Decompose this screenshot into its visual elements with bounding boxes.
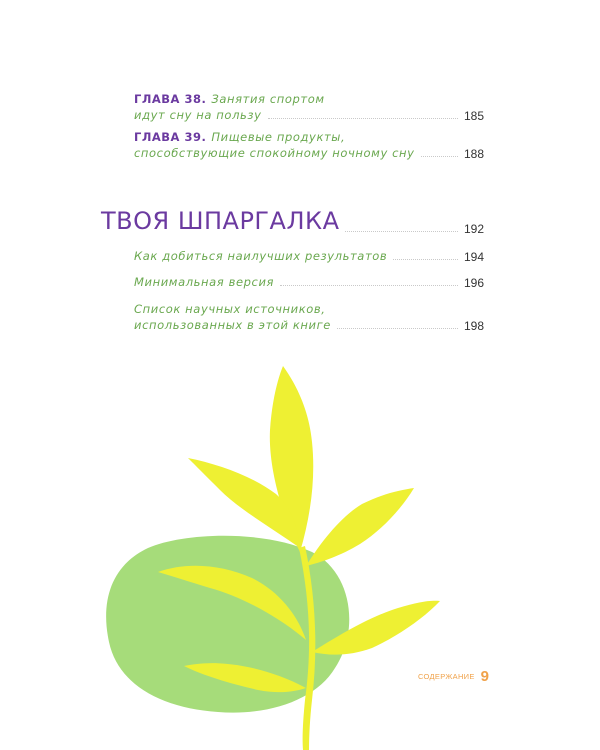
dot-leader [421,156,458,157]
chapter-label: ГЛАВА 38. [134,92,207,106]
toc-item-best-results[interactable] [134,248,484,264]
page-number: 188 [463,147,484,161]
toc-item-references[interactable] [134,301,484,333]
chapter-title: Занятия спортом [211,92,325,106]
leaf-upper-right [306,488,414,566]
item-title: Минимальная версия [134,275,275,289]
toc-line [134,301,484,317]
toc-line [134,145,484,161]
toc-line [134,126,484,145]
chapter-title-continued: идут сну на пользу [134,108,262,122]
toc-entry-chapter-39[interactable] [134,126,484,161]
dot-leader [280,285,458,286]
page-number: 185 [463,109,484,123]
dot-leader [393,259,458,260]
dot-leader [268,118,458,119]
page-number: 194 [463,250,484,264]
running-footer-label: СОДЕРЖАНИЕ [418,672,475,681]
page-number: 198 [463,319,484,333]
toc-line [134,248,484,264]
toc-line [134,274,484,290]
item-title: Как добиться наилучших результатов [134,249,388,263]
toc-item-minimal-version[interactable] [134,274,484,290]
page-number: 192 [463,222,484,236]
chapter-title: Пищевые продукты, [211,130,346,144]
toc-line [134,107,484,123]
toc-line [134,88,484,107]
toc-line [134,317,484,333]
item-title: Список научных источников, [134,302,326,316]
dot-leader [337,328,458,329]
toc-entry-chapter-38[interactable] [134,88,484,123]
section-title: ТВОЯ ШПАРГАЛКА [101,207,340,235]
folio-page-number: 9 [480,668,490,685]
chapter-title-continued: способствующие спокойному ночному сну [134,146,415,160]
page-number: 196 [463,276,484,290]
toc-section-cheatsheet[interactable] [101,206,484,236]
dot-leader [345,231,457,232]
chapter-label: ГЛАВА 39. [134,130,207,144]
page-footer [418,668,489,685]
item-title-continued: использованных в этой книге [134,318,331,332]
